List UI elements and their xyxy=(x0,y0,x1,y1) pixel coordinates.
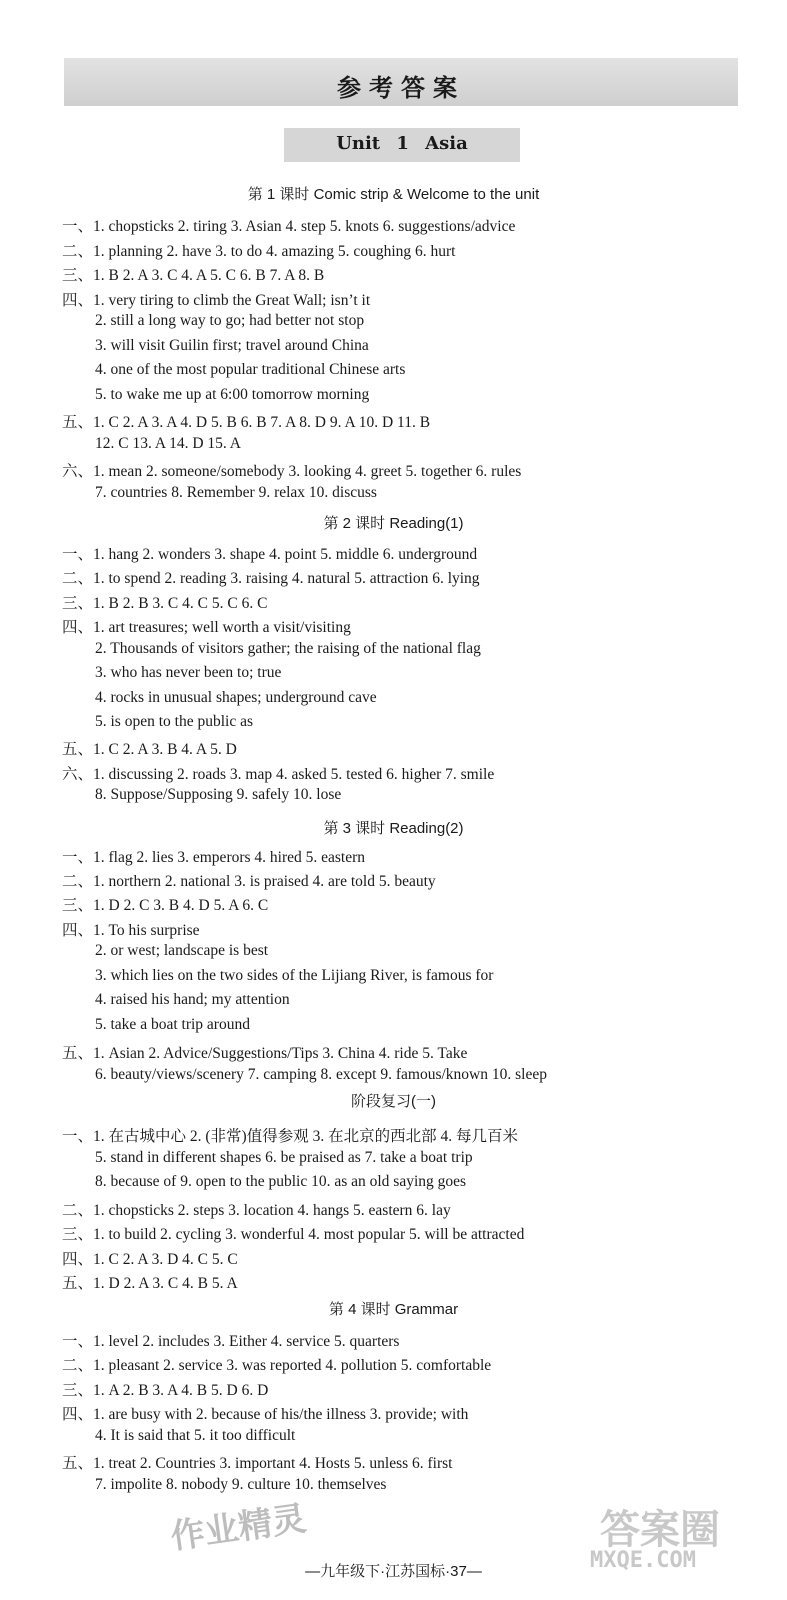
answer-line: 四、1. art treasures; well worth a visit/visiting xyxy=(62,619,351,636)
answer-line: 二、1. to spend 2. reading 3. raising 4. natural 5. attraction 6. lying xyxy=(62,570,480,587)
answer-line: 三、1. B 2. A 3. C 4. A 5. C 6. B 7. A 8. B xyxy=(62,267,325,284)
lesson-heading: 第 3 课时 Reading(2) xyxy=(323,820,464,837)
answer-line: 二、1. planning 2. have 3. to do 4. amazing 5. coughing 6. hurt xyxy=(62,243,456,260)
answer-line: 三、1. A 2. B 3. A 4. B 5. D 6. D xyxy=(62,1382,269,1399)
answer-line: 8. because of 9. open to the public 10. as an old saying goes xyxy=(95,1173,467,1190)
watermark-logo: 作业精灵 xyxy=(168,1498,309,1558)
answer-line: 六、1. mean 2. someone/somebody 3. looking 4. greet 5. together 6. rules xyxy=(62,463,522,480)
answer-line: 7. countries 8. Remember 9. relax 10. discuss xyxy=(95,484,377,501)
answer-line: 4. one of the most popular traditional Chinese arts xyxy=(95,361,406,378)
answer-line: 四、1. C 2. A 3. D 4. C 5. C xyxy=(62,1251,238,1268)
lesson-heading: 第 1 课时 Comic strip & Welcome to the unit xyxy=(247,186,540,203)
answer-line: 一、1. chopsticks 2. tiring 3. Asian 4. step 5. knots 6. suggestions/advice xyxy=(62,218,516,235)
answer-line: 5. take a boat trip around xyxy=(95,1016,250,1033)
answer-line: 3. which lies on the two sides of the Lijiang River, is famous for xyxy=(95,967,494,984)
answer-line: 4. raised his hand; my attention xyxy=(95,991,290,1008)
answer-line: 三、1. D 2. C 3. B 4. D 5. A 6. C xyxy=(62,897,269,914)
answer-line: 12. C 13. A 14. D 15. A xyxy=(95,435,241,452)
answer-line: 五、1. Asian 2. Advice/Suggestions/Tips 3. China 4. ride 5. Take xyxy=(62,1045,468,1062)
answer-line: 8. Suppose/Supposing 9. safely 10. lose xyxy=(95,786,342,803)
answer-line: 2. or west; landscape is best xyxy=(95,942,269,959)
unit-banner xyxy=(284,128,520,162)
answer-line: 2. still a long way to go; had better not stop xyxy=(95,312,365,329)
answer-line: 一、1. hang 2. wonders 3. shape 4. point 5. middle 6. underground xyxy=(62,546,478,563)
answer-line: 3. who has never been to; true xyxy=(95,664,282,681)
page-title: 参考答案 xyxy=(337,74,465,102)
title-banner xyxy=(64,58,738,106)
answer-line: 二、1. northern 2. national 3. is praised 4. are told 5. beauty xyxy=(62,873,436,890)
lesson-heading: 第 2 课时 Reading(1) xyxy=(323,515,464,532)
answer-line: 二、1. chopsticks 2. steps 3. location 4. hangs 5. eastern 6. lay xyxy=(62,1202,451,1219)
answer-line: 5. stand in different shapes 6. be praised as 7. take a boat trip xyxy=(95,1149,473,1166)
answer-line: 3. will visit Guilin first; travel around China xyxy=(95,337,369,354)
answer-line: 六、1. discussing 2. roads 3. map 4. asked 5. tested 6. higher 7. smile xyxy=(62,766,495,783)
answer-line: 一、1. level 2. includes 3. Either 4. service 5. quarters xyxy=(62,1333,400,1350)
answer-line: 一、1. flag 2. lies 3. emperors 4. hired 5. eastern xyxy=(62,849,366,866)
lesson-heading: 阶段复习(一) xyxy=(351,1093,436,1110)
answer-line: 三、1. B 2. B 3. C 4. C 5. C 6. C xyxy=(62,595,268,612)
answer-line: 一、1. 在古城中心 2. (非常)值得参观 3. 在北京的西北部 4. 每几百米 xyxy=(62,1128,518,1145)
lesson-heading: 第 4 课时 Grammar xyxy=(328,1301,459,1318)
unit-title: Unit 1 Asia xyxy=(336,133,468,154)
answer-line: 五、1. C 2. A 3. B 4. A 5. D xyxy=(62,741,237,758)
watermark-site: MXQE.COM xyxy=(590,1548,696,1573)
answer-line: 五、1. C 2. A 3. A 4. D 5. B 6. B 7. A 8. D 9. A 10. D 11. B xyxy=(62,414,431,431)
page-footer: —九年级下·江苏国标·37— xyxy=(305,1563,482,1580)
answer-line: 五、1. D 2. A 3. C 4. B 5. A xyxy=(62,1275,238,1292)
answer-line: 三、1. to build 2. cycling 3. wonderful 4. most popular 5. will be attracted xyxy=(62,1226,525,1243)
answer-line: 6. beauty/views/scenery 7. camping 8. except 9. famous/known 10. sleep xyxy=(95,1066,547,1083)
watermark-logo-right: 答案圈 xyxy=(600,1507,720,1553)
answer-line: 5. is open to the public as xyxy=(95,713,253,730)
answer-line: 四、1. are busy with 2. because of his/the illness 3. provide; with xyxy=(62,1406,469,1423)
answer-line: 4. rocks in unusual shapes; underground cave xyxy=(95,689,377,706)
answer-line: 7. impolite 8. nobody 9. culture 10. themselves xyxy=(95,1476,387,1493)
answer-line: 四、1. very tiring to climb the Great Wall; isn’t it xyxy=(62,292,371,309)
answer-line: 2. Thousands of visitors gather; the raising of the national flag xyxy=(95,640,481,657)
answer-line: 五、1. treat 2. Countries 3. important 4. Hosts 5. unless 6. first xyxy=(62,1455,453,1472)
answer-line: 4. It is said that 5. it too difficult xyxy=(95,1427,296,1444)
answer-line: 5. to wake me up at 6:00 tomorrow morning xyxy=(95,386,370,403)
answer-line: 四、1. To his surprise xyxy=(62,922,200,939)
answer-line: 二、1. pleasant 2. service 3. was reported 4. pollution 5. comfortable xyxy=(62,1357,492,1374)
